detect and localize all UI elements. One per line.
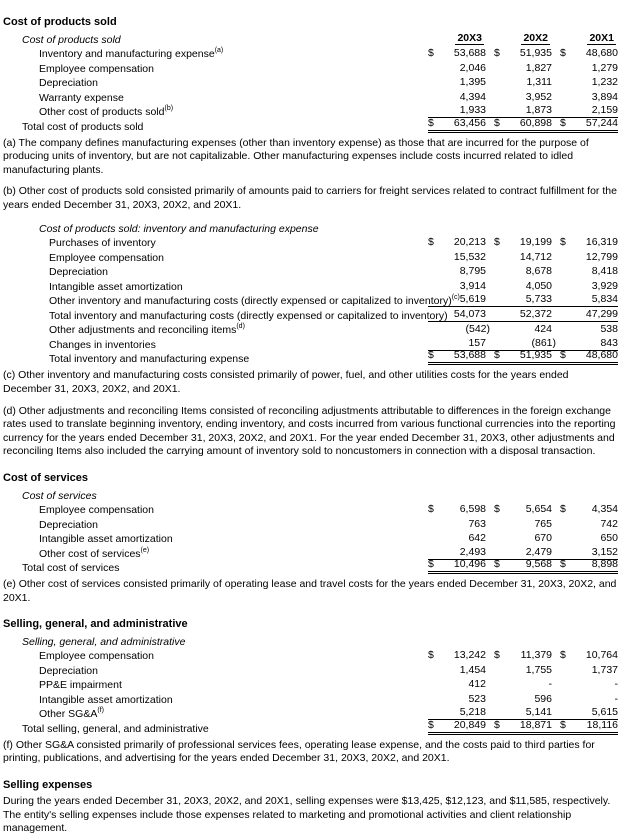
amount-cell — [494, 236, 552, 248]
amount-value: 2,046 — [459, 61, 486, 74]
row-label: Intangible asset amortization — [49, 280, 183, 293]
amount-value: 63,456 — [453, 116, 486, 129]
amount-value: 412 — [468, 678, 486, 691]
amount-cell — [494, 251, 552, 263]
amount-value: 1,232 — [591, 76, 618, 88]
row-label: Employee compensation — [39, 504, 154, 517]
amount-value: 3,914 — [459, 279, 486, 292]
year-header-columns — [428, 219, 618, 235]
amount-cell — [428, 47, 486, 59]
amount-value: 8,898 — [591, 558, 618, 571]
currency-symbol: $ — [428, 649, 434, 662]
row-label: Other cost of services$^{(e)}$ — [39, 546, 150, 560]
amount-cell — [494, 719, 552, 731]
year-header-columns — [428, 30, 618, 46]
amount-cell — [494, 47, 552, 59]
amount-cell — [428, 678, 486, 690]
table-subtitle-row — [3, 220, 618, 235]
amount-value: 2,493 — [459, 545, 486, 558]
currency-symbol: $ — [560, 47, 566, 59]
row-label: Employee compensation — [39, 650, 154, 663]
amount-cell — [428, 719, 486, 731]
section-heading: Selling expenses — [3, 778, 93, 791]
footnote-paragraph: During the years ended December 31, 20X3, 20X2, and 20X1, selling expenses were $13,425, $12,123, and $11,585, respectively. The entity's selling expenses include those expenses related to marketing and promotional activities and client relationship management. — [3, 794, 611, 835]
row-label: Depreciation — [39, 77, 98, 89]
section-heading: Cost of products sold — [3, 16, 117, 28]
amount-value: 1,933 — [459, 104, 486, 116]
amount-columns — [428, 305, 618, 322]
currency-symbol: $ — [560, 349, 566, 362]
amount-columns — [428, 647, 618, 663]
amount-cell — [428, 76, 486, 88]
amount-value: 15,532 — [453, 250, 486, 263]
amount-columns — [428, 347, 618, 366]
footnote-reference: (e) — [140, 546, 150, 554]
year-header-columns — [428, 632, 618, 648]
amount-value: 5,733 — [525, 293, 552, 306]
amount-cell — [560, 117, 618, 129]
section-heading: Cost of services — [3, 472, 88, 485]
row-label: Inventory and manufacturing expense$^{(a)}$ — [39, 47, 224, 60]
amount-value: 1,311 — [526, 76, 552, 88]
table-row — [3, 648, 618, 663]
currency-symbol: $ — [494, 236, 500, 249]
amount-cell — [494, 558, 552, 570]
amount-cell — [494, 349, 552, 361]
row-label: Total selling, general, and administrative — [22, 722, 209, 735]
amount-cell — [494, 76, 552, 88]
amount-value: 5,654 — [525, 503, 552, 516]
row-label: Purchases of inventory — [49, 237, 156, 250]
row-label: Intangible asset amortization — [39, 693, 173, 706]
amount-cell — [560, 76, 618, 88]
amount-cell — [494, 649, 552, 661]
row-label: Total cost of products sold — [22, 120, 144, 133]
currency-symbol: $ — [560, 558, 566, 571]
amount-value: 14,712 — [519, 250, 552, 263]
row-label: Total cost of services — [22, 562, 120, 575]
footnote-reference: (d) — [236, 323, 245, 331]
amount-value: 60,898 — [519, 116, 552, 129]
amount-value: 18,871 — [519, 718, 552, 731]
amount-value: 538 — [600, 323, 618, 336]
amount-cell — [494, 678, 552, 690]
currency-symbol: $ — [428, 236, 434, 249]
row-label: Total inventory and manufacturing costs (directly expensed or capitalized to inventory) — [49, 309, 448, 322]
amount-value: 53,688 — [453, 349, 486, 362]
amount-value: 48,680 — [585, 47, 618, 59]
footnote-paragraph: (c) Other inventory and manufacturing costs consisted primarily of power, fuel, and other utilities costs for the years ended December 31, 20X3, 20X2, and 20X1. — [3, 369, 569, 396]
row-label: Other cost of products sold$^{(b)}$ — [39, 105, 174, 118]
column-header-cell — [494, 32, 552, 45]
table-subtitle: Cost of products sold — [22, 33, 121, 46]
amount-columns — [428, 716, 618, 735]
amount-value: 54,073 — [453, 307, 486, 320]
amount-value: 52,372 — [519, 307, 552, 320]
amount-cell — [494, 664, 552, 676]
amount-columns — [428, 248, 618, 264]
footnote-reference: (c) — [451, 294, 460, 302]
amount-value: 765 — [534, 517, 552, 530]
row-label: Depreciation — [49, 266, 108, 279]
amount-columns — [428, 114, 618, 133]
amount-value: 1,395 — [459, 76, 486, 88]
currency-symbol: $ — [428, 558, 434, 571]
amount-value: 843 — [600, 336, 618, 349]
amount-cell — [560, 719, 618, 731]
amount-cell — [494, 503, 552, 515]
footnote-paragraph: (b) Other cost of products sold consisted primarily of amounts paid to carriers for freight services related to contract fulfillment for the years ended December 31, 20X3, 20X2, and 20X1. — [3, 185, 617, 211]
currency-symbol: $ — [560, 116, 566, 129]
amount-value: 4,050 — [525, 279, 552, 292]
amount-value: 9,568 — [525, 558, 552, 571]
amount-cell — [560, 236, 618, 248]
table-row — [3, 235, 618, 250]
currency-symbol: $ — [494, 503, 500, 516]
year-header-columns — [428, 486, 618, 502]
data-table — [3, 220, 618, 365]
amount-columns — [428, 515, 618, 531]
amount-value: 1,454 — [459, 663, 486, 676]
row-label: Depreciation — [39, 518, 98, 531]
table-subtitle-row — [3, 633, 618, 648]
amount-cell — [560, 62, 618, 74]
amount-cell — [428, 664, 486, 676]
table-row — [3, 264, 618, 279]
currency-symbol: $ — [428, 116, 434, 129]
currency-symbol: $ — [560, 649, 566, 662]
year-column-label: 20X2 — [523, 31, 548, 44]
amount-cell — [428, 265, 486, 277]
amount-value: 1,279 — [591, 61, 618, 74]
amount-columns — [428, 59, 618, 75]
year-column-label: 20X3 — [457, 31, 482, 44]
amount-cell — [560, 47, 618, 59]
table-row — [3, 502, 618, 517]
amount-columns — [428, 234, 618, 250]
amount-value: 157 — [468, 336, 486, 349]
footnote-reference: (b) — [164, 105, 174, 112]
amount-columns — [428, 263, 618, 279]
row-label: Total inventory and manufacturing expense — [49, 353, 250, 366]
table-subtitle: Cost of products sold: inventory and manufacturing expense — [39, 222, 319, 235]
amount-value: 1,737 — [591, 663, 618, 676]
amount-cell — [494, 265, 552, 277]
amount-value: - — [614, 692, 618, 705]
amount-cell — [560, 518, 618, 530]
amount-cell — [494, 62, 552, 74]
amount-value: 53,688 — [453, 47, 486, 59]
currency-symbol: $ — [494, 718, 500, 731]
footnote-paragraph: (a) The company defines manufacturing expenses (other than inventory expense) as those that are incurred for the purpose of producing units of inventory, but are not capitalizable. Other manufacturing expenses include costs incurred related to idled manufacturing plants. — [3, 136, 589, 176]
amount-columns — [428, 45, 618, 61]
footnote-paragraph: (e) Other cost of services consisted primarily of operating lease and travel costs for the years ended December 31, 20X3, 20X2, and 20X1. — [3, 578, 617, 604]
row-label: PP&E impairment — [39, 679, 122, 692]
amount-cell — [428, 251, 486, 263]
amount-value: 1,873 — [525, 104, 552, 116]
currency-symbol: $ — [428, 503, 434, 516]
currency-symbol: $ — [560, 236, 566, 249]
amount-value: 20,849 — [453, 718, 486, 731]
amount-cell — [428, 558, 486, 570]
amount-cell — [428, 503, 486, 515]
amount-value: 650 — [600, 532, 618, 545]
amount-value: 424 — [534, 323, 552, 336]
amount-cell — [560, 664, 618, 676]
table-subtitle-row — [3, 31, 618, 46]
amount-cell — [428, 649, 486, 661]
amount-value: 16,319 — [585, 236, 618, 249]
amount-cell — [494, 117, 552, 129]
table-row — [3, 662, 618, 677]
amount-value: 20,213 — [453, 236, 486, 249]
amount-cell — [428, 62, 486, 74]
currency-symbol: $ — [494, 116, 500, 129]
currency-symbol: $ — [560, 718, 566, 731]
amount-value: 6,598 — [459, 503, 486, 516]
table-row — [3, 677, 618, 692]
row-label: Employee compensation — [39, 62, 154, 75]
amount-columns — [428, 501, 618, 517]
table-row — [3, 307, 618, 322]
amount-value: 12,799 — [585, 250, 618, 263]
footnote-paragraph: (f) Other SG&A consisted primarily of professional services fees, operating lease expense, and the costs paid to third parties for printing, publications, and advertising for the years ended December 31, 20X3, 20X2, and 20X1. — [3, 738, 595, 765]
footnote-reference: (a) — [214, 47, 224, 54]
document-root — [3, 16, 618, 836]
table-subtitle: Cost of services — [22, 489, 97, 502]
data-table — [3, 31, 618, 133]
amount-value: 3,152 — [591, 545, 618, 558]
amount-cell — [428, 518, 486, 530]
currency-symbol: $ — [494, 47, 500, 59]
amount-value: 4,354 — [591, 503, 618, 516]
data-table — [3, 633, 618, 735]
amount-value: 19,199 — [519, 236, 552, 249]
year-column-label: 20X1 — [589, 31, 614, 44]
amount-value: 5,141 — [525, 706, 552, 719]
amount-value: 48,680 — [585, 349, 618, 362]
amount-value: 763 — [468, 517, 486, 530]
row-label: Changes in inventories — [49, 338, 156, 351]
table-subtitle-row — [3, 487, 618, 502]
section-heading: Selling, general, and administrative — [3, 618, 188, 631]
column-header-cell — [428, 32, 486, 45]
amount-value: 13,242 — [453, 649, 486, 662]
amount-value: 1,827 — [525, 61, 552, 74]
table-subtitle: Selling, general, and administrative — [22, 635, 186, 648]
amount-value: 642 — [468, 532, 486, 545]
amount-cell — [560, 308, 618, 320]
amount-value: (861) — [531, 336, 556, 349]
amount-value: 742 — [600, 517, 618, 530]
currency-symbol: $ — [560, 503, 566, 516]
amount-value: - — [614, 678, 618, 691]
amount-value: 51,935 — [519, 47, 552, 59]
row-label: Employee compensation — [49, 251, 164, 264]
amount-cell — [560, 293, 618, 305]
currency-symbol: $ — [494, 649, 500, 662]
amount-cell — [494, 293, 552, 305]
amount-value: 3,952 — [525, 90, 552, 103]
table-total-row — [3, 560, 618, 575]
table-total-row — [3, 118, 618, 133]
amount-value: 3,929 — [591, 279, 618, 292]
amount-columns — [428, 74, 618, 90]
row-label: Depreciation — [39, 664, 98, 677]
row-label: Warranty expense — [39, 91, 124, 104]
amount-value: 8,418 — [591, 265, 618, 278]
amount-columns — [428, 676, 618, 692]
amount-cell — [428, 117, 486, 129]
amount-value: (542) — [465, 323, 490, 336]
amount-value: 5,619 — [459, 293, 486, 306]
amount-value: 5,615 — [591, 706, 618, 719]
amount-cell — [494, 308, 552, 320]
amount-value: 2,159 — [591, 104, 618, 116]
amount-value: 8,678 — [525, 265, 552, 278]
amount-cell — [560, 349, 618, 361]
currency-symbol: $ — [494, 558, 500, 571]
column-header-cell — [560, 32, 618, 45]
amount-value: 51,935 — [519, 349, 552, 362]
data-table — [3, 487, 618, 574]
amount-cell — [494, 518, 552, 530]
table-row — [3, 516, 618, 531]
table-row — [3, 60, 618, 75]
row-label: Other $SG\&A^{(f)}$ — [39, 707, 104, 721]
amount-cell — [560, 558, 618, 570]
amount-value: 4,394 — [459, 90, 486, 103]
amount-value: 5,218 — [459, 706, 486, 719]
amount-columns — [428, 556, 618, 575]
row-label: Other adjustments and reconciling items$^{(d)}$ — [49, 323, 245, 337]
table-row — [3, 249, 618, 264]
amount-value: 523 — [468, 692, 486, 705]
row-label: Intangible asset amortization — [39, 533, 173, 546]
amount-cell — [560, 649, 618, 661]
amount-value: 57,244 — [585, 116, 618, 129]
table-row — [3, 46, 618, 61]
row-label: Other inventory and manufacturing costs (directly expensed or capitalized to inventory)$^{(c)}$ — [49, 294, 460, 308]
currency-symbol: $ — [494, 349, 500, 362]
amount-cell — [428, 236, 486, 248]
amount-cell — [428, 308, 486, 320]
amount-value: 596 — [534, 692, 552, 705]
amount-value: - — [548, 678, 552, 691]
table-total-row — [3, 720, 618, 735]
amount-value: 8,795 — [459, 265, 486, 278]
amount-value: 18,116 — [586, 718, 618, 731]
amount-value: 10,496 — [453, 558, 486, 571]
footnote-paragraph: (d) Other adjustments and reconciling Items consisted of reconciling adjustments attributable to differences in the foreign exchange rates used to translate beginning inventory, ending inventory, and costs incurred from various functional currencies into the reporting currency for the years ended December 31, 20X3, 20X2, and 20X1. For the year ended December 31, 20X3, other adjustments and reconciling Items also included the carrying amount of inventory sold to noncustomers in connection with a disposal transaction. — [3, 404, 616, 458]
amount-value: 47,299 — [585, 307, 618, 320]
amount-cell — [428, 349, 486, 361]
footnote-reference: (f) — [97, 707, 104, 715]
amount-value: 10,764 — [585, 649, 618, 662]
currency-symbol: $ — [428, 47, 434, 59]
amount-cell — [560, 503, 618, 515]
amount-columns — [428, 661, 618, 677]
currency-symbol: $ — [428, 718, 434, 731]
amount-value: 11,379 — [520, 649, 552, 662]
amount-cell — [560, 678, 618, 690]
table-total-row — [3, 351, 618, 366]
currency-symbol: $ — [428, 349, 434, 362]
table-row — [3, 75, 618, 90]
amount-cell — [560, 265, 618, 277]
amount-value: 5,834 — [591, 293, 618, 306]
amount-value: 1,755 — [525, 663, 552, 676]
amount-value: 2,479 — [525, 545, 552, 558]
amount-value: 670 — [534, 532, 552, 545]
amount-value: 3,894 — [591, 90, 618, 103]
amount-cell — [560, 251, 618, 263]
